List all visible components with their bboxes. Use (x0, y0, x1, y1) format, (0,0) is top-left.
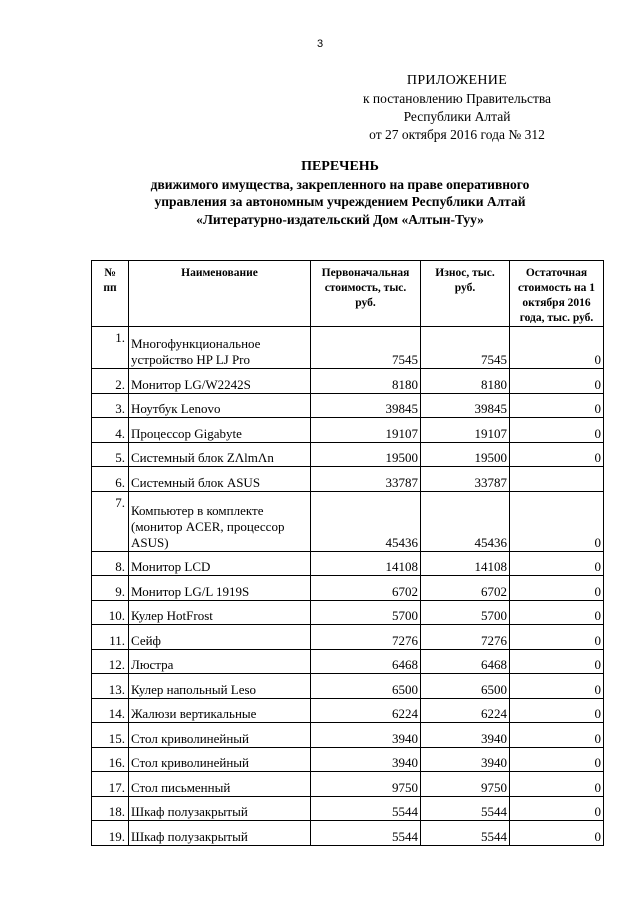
row-wear: 6224 (421, 698, 510, 723)
row-number: 2. (92, 369, 129, 394)
row-residual-cost: 0 (510, 576, 604, 601)
row-wear: 8180 (421, 369, 510, 394)
row-number: 10. (92, 600, 129, 625)
row-number: 1. (92, 327, 129, 369)
row-residual-cost: 0 (510, 551, 604, 576)
row-residual-cost: 0 (510, 698, 604, 723)
row-name: Монитор LCD (129, 551, 311, 576)
row-name: Стол криволинейный (129, 723, 311, 748)
row-name: Процессор Gigabyte (129, 418, 311, 443)
appendix-block (330, 72, 584, 144)
row-residual-cost: 0 (510, 821, 604, 846)
table-row (92, 551, 604, 576)
row-wear: 3940 (421, 723, 510, 748)
row-number: 13. (92, 674, 129, 699)
table-row (92, 442, 604, 467)
table-row (92, 418, 604, 443)
row-name: Системный блок ASUS (129, 467, 311, 492)
row-initial-cost: 6224 (311, 698, 421, 723)
row-wear: 7545 (421, 327, 510, 369)
row-initial-cost: 5700 (311, 600, 421, 625)
row-residual-cost: 0 (510, 491, 604, 551)
table-row (92, 796, 604, 821)
row-name: Сейф (129, 625, 311, 650)
row-name: Шкаф полузакрытый (129, 796, 311, 821)
row-initial-cost: 39845 (311, 393, 421, 418)
row-name: Люстра (129, 649, 311, 674)
row-initial-cost: 3940 (311, 747, 421, 772)
row-name: Монитор LG/W2242S (129, 369, 311, 394)
row-wear: 5700 (421, 600, 510, 625)
heading-title: ПЕРЕЧЕНЬ (301, 159, 379, 174)
row-wear: 6702 (421, 576, 510, 601)
table-row (92, 772, 604, 797)
row-wear: 19107 (421, 418, 510, 443)
header-num: № пп (92, 261, 129, 327)
appendix-title: ПРИЛОЖЕНИЕ (406, 73, 508, 88)
row-wear: 6468 (421, 649, 510, 674)
row-number: 4. (92, 418, 129, 443)
table-row (92, 723, 604, 748)
appendix-line-3: от 27 октября 2016 года № 312 (369, 127, 545, 142)
row-residual-cost (510, 467, 604, 492)
row-name: Стол письменный (129, 772, 311, 797)
table-row (92, 576, 604, 601)
row-initial-cost: 14108 (311, 551, 421, 576)
row-number: 12. (92, 649, 129, 674)
row-residual-cost: 0 (510, 723, 604, 748)
row-residual-cost: 0 (510, 747, 604, 772)
row-number: 16. (92, 747, 129, 772)
row-number: 3. (92, 393, 129, 418)
row-initial-cost: 6468 (311, 649, 421, 674)
table-row (92, 625, 604, 650)
row-initial-cost: 5544 (311, 796, 421, 821)
table-row (92, 491, 604, 551)
row-residual-cost: 0 (510, 600, 604, 625)
row-number: 6. (92, 467, 129, 492)
row-name: Кулер напольный Leso (129, 674, 311, 699)
row-initial-cost: 3940 (311, 723, 421, 748)
row-initial-cost: 9750 (311, 772, 421, 797)
row-name: Жалюзи вертикальные (129, 698, 311, 723)
page-number: 3 (316, 38, 324, 50)
header-wear: Износ, тыс. руб. (421, 261, 510, 327)
row-residual-cost: 0 (510, 674, 604, 699)
table-row (92, 747, 604, 772)
row-initial-cost: 5544 (311, 821, 421, 846)
appendix-line-2: Республики Алтай (403, 109, 511, 124)
row-wear: 5544 (421, 821, 510, 846)
table-row (92, 674, 604, 699)
row-residual-cost: 0 (510, 327, 604, 369)
table-row (92, 649, 604, 674)
row-name: Многофункциональное устройство HP LJ Pro (129, 327, 311, 369)
table-row (92, 369, 604, 394)
table-row (92, 821, 604, 846)
row-residual-cost: 0 (510, 418, 604, 443)
row-residual-cost: 0 (510, 649, 604, 674)
row-name: Кулер HotFrost (129, 600, 311, 625)
table-header-row (92, 261, 604, 327)
row-residual-cost: 0 (510, 369, 604, 394)
row-residual-cost: 0 (510, 796, 604, 821)
row-name: Шкаф полузакрытый (129, 821, 311, 846)
table-row (92, 600, 604, 625)
row-number: 5. (92, 442, 129, 467)
row-wear: 19500 (421, 442, 510, 467)
row-wear: 5544 (421, 796, 510, 821)
row-number: 14. (92, 698, 129, 723)
row-wear: 39845 (421, 393, 510, 418)
row-wear: 3940 (421, 747, 510, 772)
row-number: 18. (92, 796, 129, 821)
row-initial-cost: 19107 (311, 418, 421, 443)
table-row (92, 393, 604, 418)
table-row (92, 698, 604, 723)
row-initial-cost: 45436 (311, 491, 421, 551)
row-residual-cost: 0 (510, 393, 604, 418)
property-table (91, 260, 604, 846)
row-number: 17. (92, 772, 129, 797)
row-initial-cost: 7545 (311, 327, 421, 369)
row-name: Стол криволинейный (129, 747, 311, 772)
row-name: Системный блок ZΛlmΛn (129, 442, 311, 467)
heading-line-2: управления за автономным учреждением Республики Алтай (154, 194, 526, 209)
row-initial-cost: 6702 (311, 576, 421, 601)
appendix-line-1: к постановлению Правительства (362, 91, 552, 106)
row-residual-cost: 0 (510, 442, 604, 467)
heading-line-3: «Литературно-издательский Дом «Алтын-Туу» (196, 211, 484, 227)
row-name: Компьютер в комплекте (монитор ACER, процессор ASUS) (129, 491, 311, 551)
row-initial-cost: 7276 (311, 625, 421, 650)
row-number: 9. (92, 576, 129, 601)
row-wear: 9750 (421, 772, 510, 797)
row-number: 7. (92, 491, 129, 551)
row-wear: 45436 (421, 491, 510, 551)
row-residual-cost: 0 (510, 772, 604, 797)
document-heading (95, 158, 585, 228)
header-residual-cost: Остаточная стоимость на 1 октября 2016 года, тыс. руб. (510, 261, 604, 327)
header-initial-cost: Первоначальная стоимость, тыс. руб. (311, 261, 421, 327)
row-residual-cost: 0 (510, 625, 604, 650)
row-number: 8. (92, 551, 129, 576)
row-initial-cost: 33787 (311, 467, 421, 492)
row-wear: 33787 (421, 467, 510, 492)
row-initial-cost: 8180 (311, 369, 421, 394)
row-name: Ноутбук Lenovo (129, 393, 311, 418)
row-number: 19. (92, 821, 129, 846)
table-row (92, 327, 604, 369)
row-number: 11. (92, 625, 129, 650)
heading-line-1: движимого имущества, закрепленного на праве оперативного (150, 176, 530, 192)
table-row (92, 467, 604, 492)
row-number: 15. (92, 723, 129, 748)
row-name: Монитор LG/L 1919S (129, 576, 311, 601)
row-initial-cost: 6500 (311, 674, 421, 699)
row-initial-cost: 19500 (311, 442, 421, 467)
header-name: Наименование (129, 261, 311, 327)
row-wear: 6500 (421, 674, 510, 699)
row-wear: 7276 (421, 625, 510, 650)
row-wear: 14108 (421, 551, 510, 576)
